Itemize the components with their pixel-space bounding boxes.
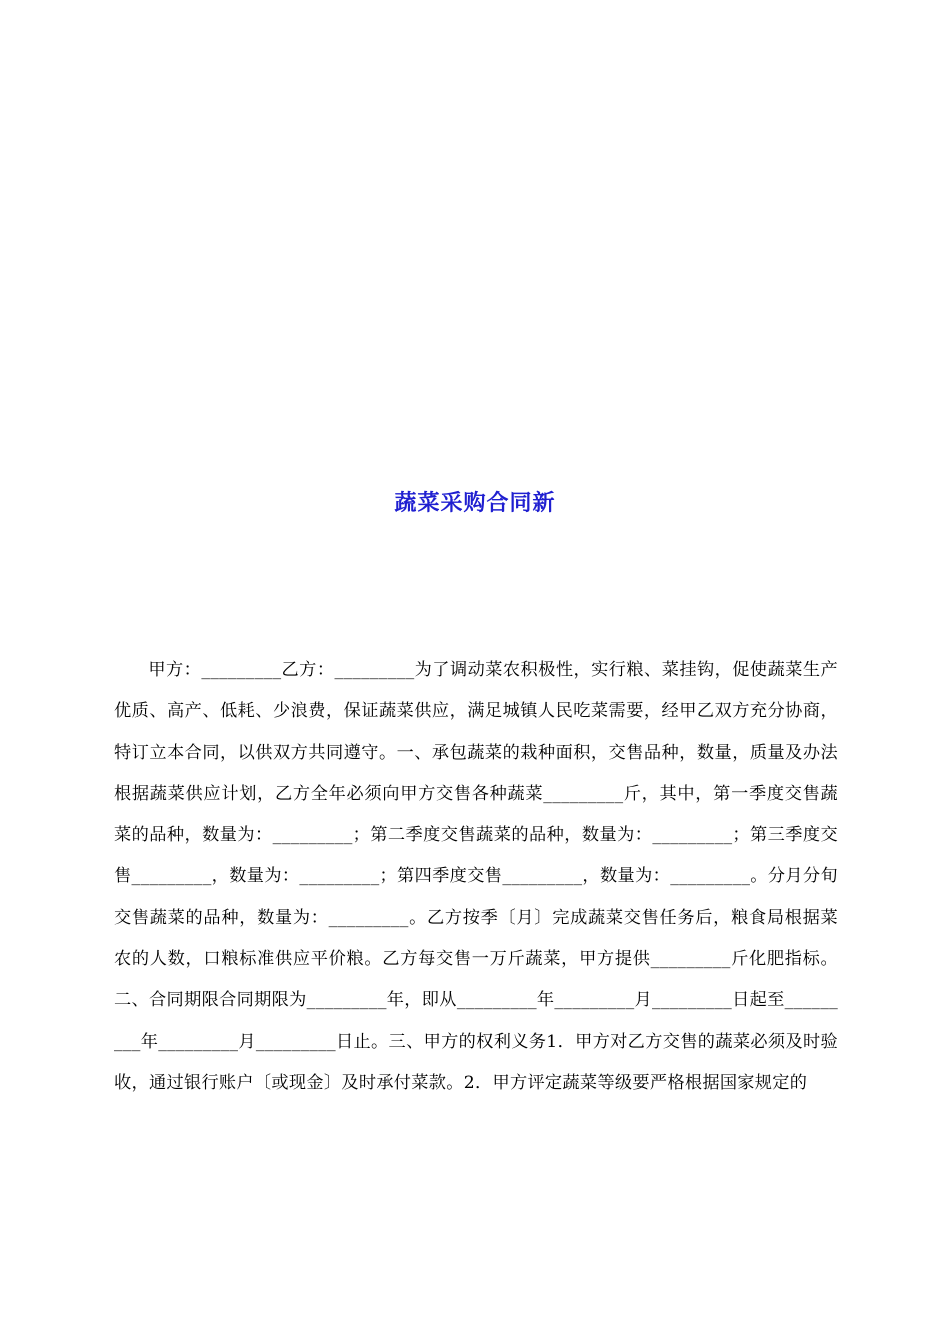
contract-body-paragraph: 甲方：_________乙方：_________为了调动菜农积极性，实行粮、菜挂钩，促使蔬菜生产优质、高产、低耗、少浪费，保证蔬菜供应，满足城镇人民吃菜需要，经甲乙双方充分协商，特订立本合同，以供双方共同遵守。一、承包蔬菜的栽种面积，交售品种，数量，质量及办法根据蔬菜供应计划，乙方全年必须向甲方交售各种蔬菜_________斤，其中，第一季度交售蔬菜的品种，数量为：_________；第二季度交售蔬菜的品种，数量为：_________；第三季度交售_________，数量为：_________；第四季度交售_________，数量为：_________。分月分旬交售蔬菜的品种，数量为：_________。乙方按季〔月〕完成蔬菜交售任务后，粮食局根据菜农的人数，口粮标准供应平价粮。乙方每交售一万斤蔬菜，甲方提供_________斤化肥指标。二、合同期限合同期限为_________年，即从_________年_________月_________日起至_________年_________月_________日止。三、甲方的权利义务1．甲方对乙方交售的蔬菜必须及时验收，通过银行账户〔或现金〕及时承付菜款。2．甲方评定蔬菜等级要严格根据国家规定的 <box>114 660 838 1093</box>
document-title: 蔬菜采购合同新 <box>394 490 556 516</box>
